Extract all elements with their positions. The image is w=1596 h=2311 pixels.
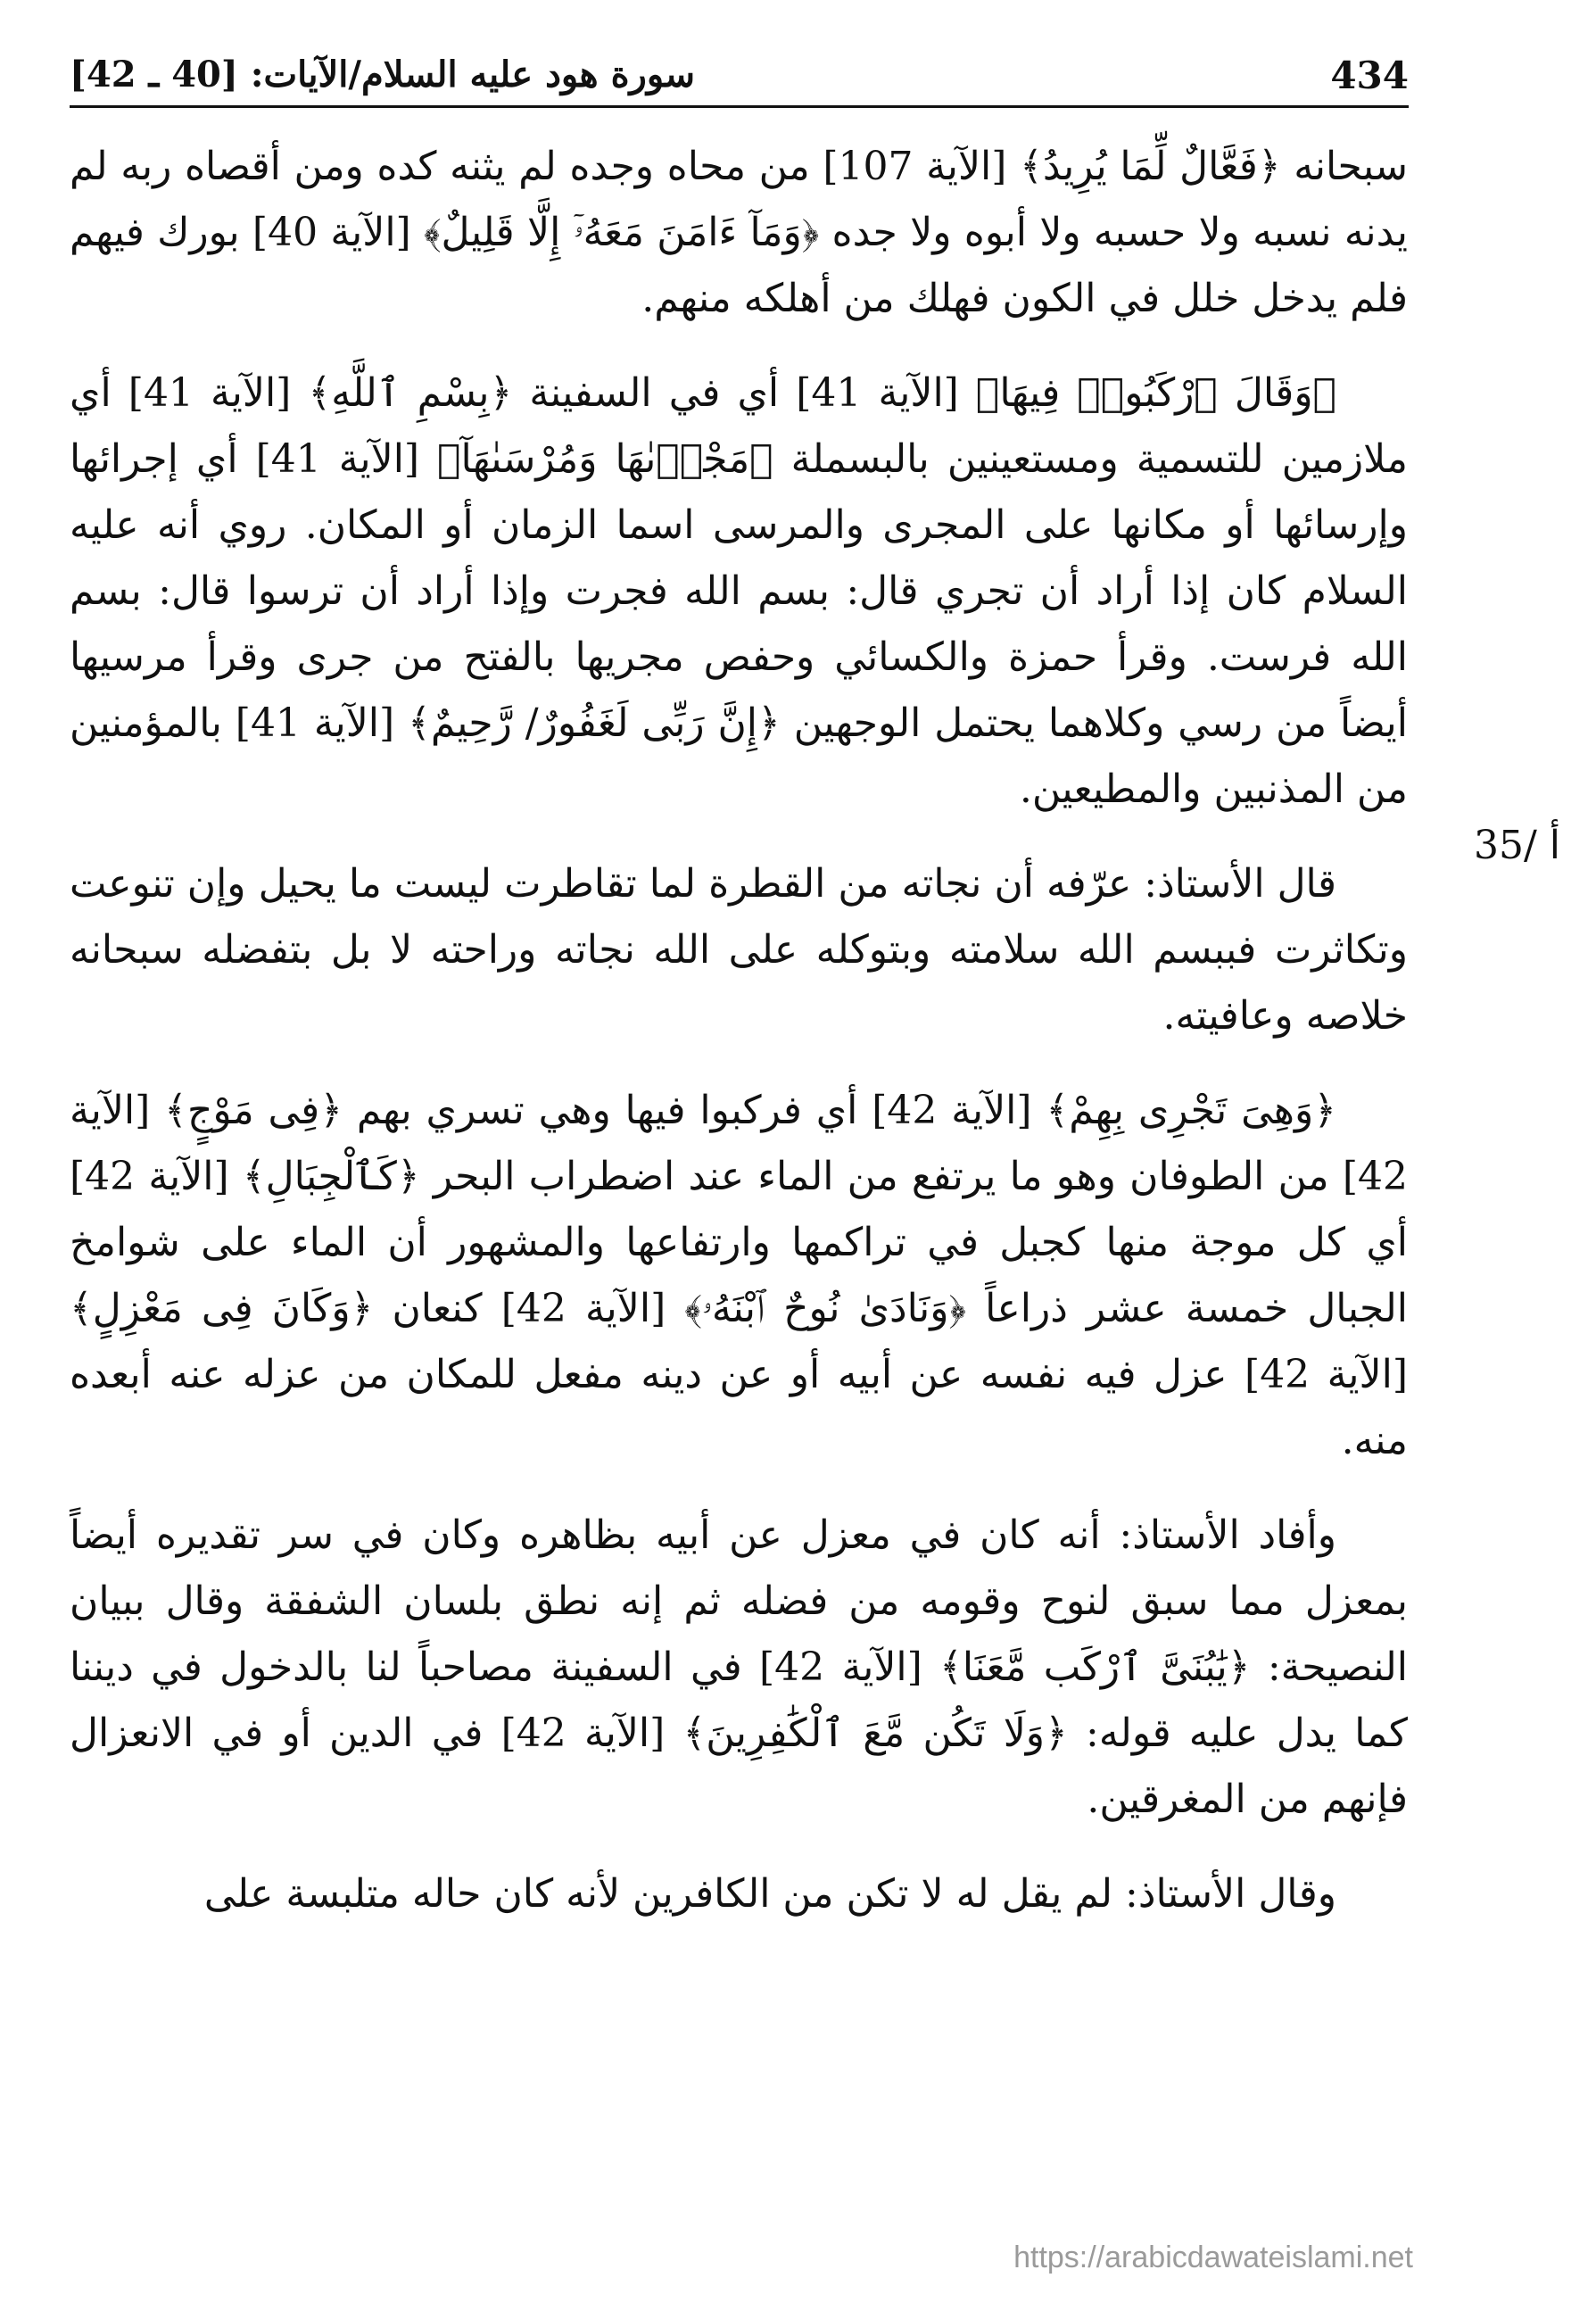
paragraph: ﴿وَقَالَ ٱرْكَبُوا۟ فِيهَا﴾ [الآية 41] أي في السفينة ﴿بِسْمِ ٱللَّهِ﴾ [الآية 41] أي ملازمين للتسمية ومستعينين بالبسملة ﴿مَجْرٜىٰهَا وَمُرْسَىٰهَآ﴾ [الآية 41] أي إجرائها وإرسائها أو مكانها على المجرى والمرسى اسما الزمان أو المكان. روي أنه عليه السلام كان إذا أراد أن تجري قال: بسم الله فجرت وإذا أراد أن ترسوا قال: بسم الله فرست. وقرأ حمزة والكسائي وحفص مجريها بالفتح من جرى وقرأ مرسيها أيضاً من رسي وكلاهما يحتمل الوجهين ﴿إِنَّ رَبِّى لَغَفُورٌ/ رَّحِيمٌ﴾ [الآية 41] بالمؤمنين من المذنبين والمطيعين. xyxy=(70,370,1408,812)
main-text xyxy=(70,134,1408,1956)
paragraph: ﴿وَهِىَ تَجْرِى بِهِمْ﴾ [الآية 42] أي فركبوا فيها وهي تسري بهم ﴿فِى مَوْجٍ﴾ [الآية 42] من الطوفان وهو ما يرتفع من الماء عند اضطراب البحر ﴿كَٱلْجِبَالِ﴾ [الآية 42] أي كل موجة منها كجبل في تراكمها وارتفاعها والمشهور أن الماء على شوامخ الجبال خمسة عشر ذراعاً ﴿وَنَادَىٰ نُوحٌ ٱبْنَهُۥ﴾ [الآية 42] كنعان ﴿وَكَانَ فِى مَعْزِلٍ﴾ [الآية 42] عزل فيه نفسه عن أبيه أو عن دينه مفعل للمكان من عزله عنه أبعده منه. xyxy=(70,1088,1409,1463)
paragraph: سبحانه ﴿فَعَّالٌ لِّمَا يُرِيدُ﴾ [الآية 107] من محاه وجده لم يثنه كده ومن أقصاه ربه لم يدنه نسبه ولا حسبه ولا أبوه ولا جده ﴿وَمَآ ءَامَنَ مَعَهُۥٓ إِلَّا قَلِيلٌ﴾ [الآية 40] بورك فيهم فلم يدخل خلل في الكون فهلك من أهلكه منهم. xyxy=(70,144,1409,321)
paragraph: وأفاد الأستاذ: أنه كان في معزل عن أبيه بظاهره وكان في سر تقديره أيضاً بمعزل مما سبق لنوح وقومه من فضله ثم إنه نطق بلسان الشفقة وقال ببيان النصيحة: ﴿يَٰبُنَىَّ ٱرْكَب مَّعَنَا﴾ [الآية 42] في السفينة مصاحباً لنا بالدخول في ديننا كما يدل عليه قوله: ﴿وَلَا تَكُن مَّعَ ٱلْكَٰفِرِينَ﴾ [الآية 42] في الدين أو في الانعزال فإنهم من المغرقين. xyxy=(70,1512,1408,1822)
watermark-url: https://arabicdawateislami.net xyxy=(1013,2241,1413,2274)
page-number: 434 xyxy=(1330,54,1409,97)
paragraph: وقال الأستاذ: لم يقل له لا تكن من الكافرين لأنه كان حاله متلبسة على xyxy=(203,1871,1336,1917)
page-header xyxy=(70,43,1409,108)
running-title: سورة هود عليه السلام/الآيات: [40 ـ 42] xyxy=(70,54,696,95)
manuscript-folio-note: 35/ أ xyxy=(1473,823,1560,868)
paragraph: قال الأستاذ: عرّفه أن نجاته من القطرة لما تقاطرت ليست ما يحيل وإن تنوعت وتكاثرت فببسم الله سلامته وبتوكله على الله نجاته وراحته لا بل بتفضله سبحانه خلاصه وعافيته. xyxy=(70,861,1408,1039)
